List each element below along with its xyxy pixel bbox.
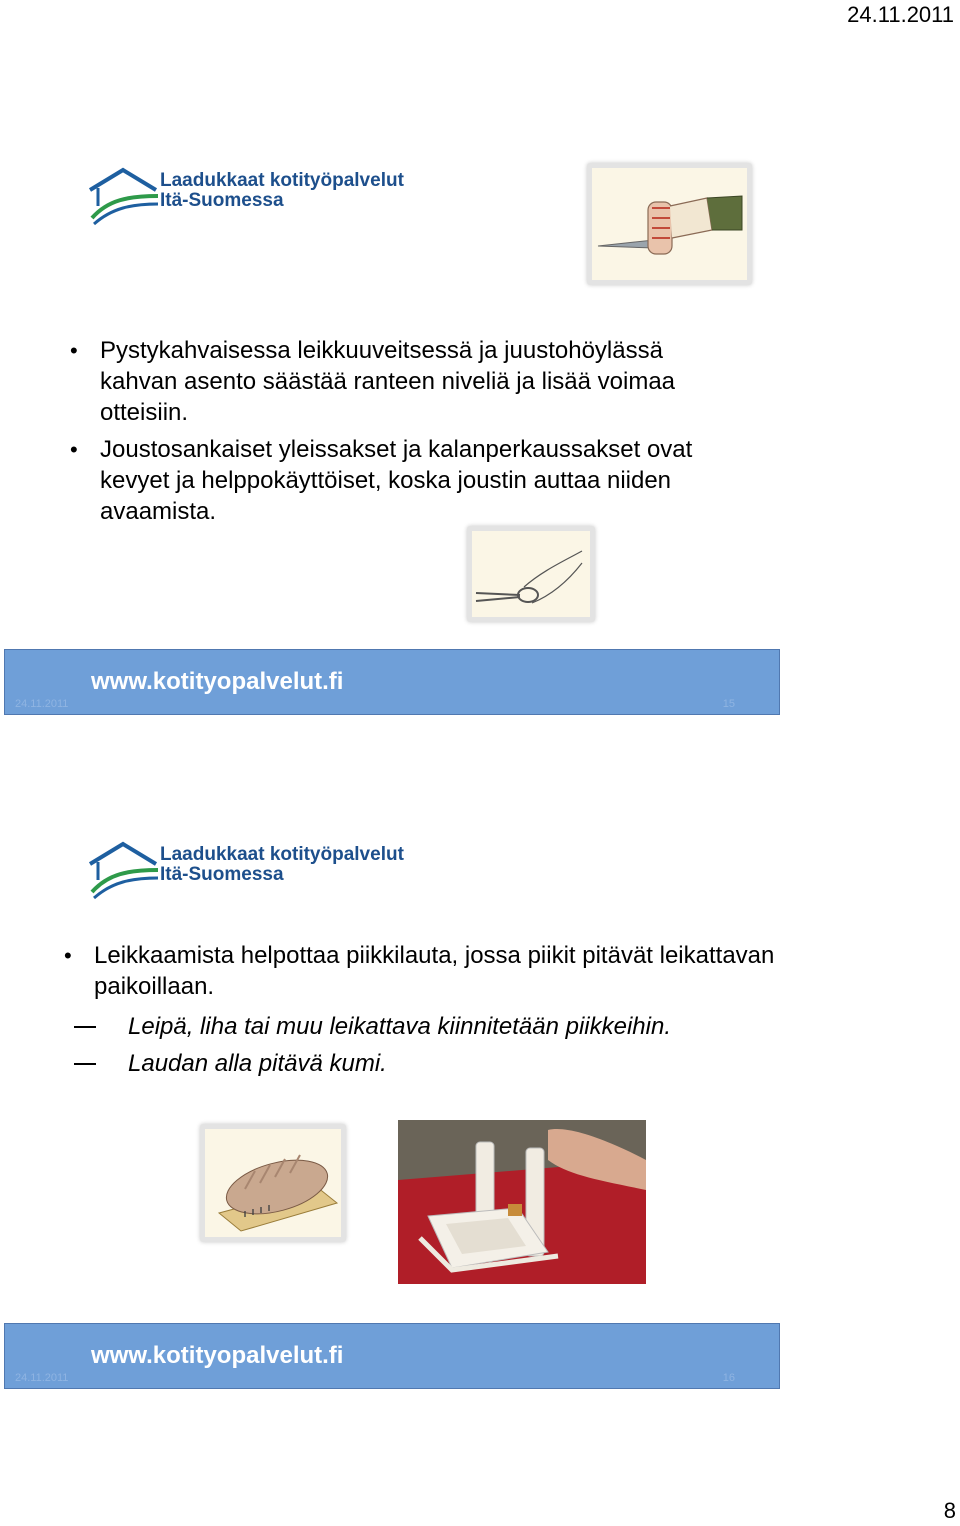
logo-line2: Itä-Suomessa [160, 190, 284, 211]
spike-board-photo [398, 1120, 646, 1284]
scissors-illustration [467, 526, 595, 622]
logo [88, 840, 448, 910]
header-date: 24.11.2011 [847, 2, 954, 27]
knife-icon [592, 168, 747, 280]
bullet-item: • Pystykahvaisessa leikkuuveitsessä ja juustohöylässä kahvan asento säästää ranteen niveliä ja lisää voimaa otteisiin. [70, 335, 730, 428]
sub-item: Laudan alla pitävä kumi. [64, 1045, 784, 1082]
knife-grip-illustration [587, 163, 752, 285]
slide-number: 16 [722, 1372, 735, 1384]
logo-line2: Itä-Suomessa [160, 864, 284, 885]
footer-bar [4, 1323, 780, 1389]
bullet-item: • Leikkaamista helpottaa piikkilauta, jossa piikit pitävät leikattavan paikoillaan. [64, 940, 784, 1002]
logo-line1: Laadukkaat kotityöpalvelut [160, 844, 404, 865]
house-logo-icon [88, 840, 158, 902]
scissors-icon [472, 531, 590, 617]
spike-board-icon [398, 1120, 646, 1284]
bread-board-illustration [200, 1124, 346, 1242]
page-number: 8 [943, 1498, 956, 1523]
bullet-item: • Joustosankaiset yleissakset ja kalanperkaussakset ovat kevyet ja helppokäyttöiset, koska joustin auttaa niiden avaamista. [70, 434, 730, 527]
slide-16-content [64, 940, 784, 1082]
footer-date: 24.11.2011 [15, 698, 69, 710]
sub-item: Leipä, liha tai muu leikattava kiinnitetään piikkeihin. [64, 1008, 784, 1045]
footer-url[interactable]: www.kotityopalvelut.fi [91, 1342, 344, 1369]
footer-bar [4, 649, 780, 715]
bread-icon [205, 1129, 341, 1237]
slide-15-content [70, 335, 730, 527]
footer-url[interactable]: www.kotityopalvelut.fi [91, 668, 344, 695]
slide-number: 15 [722, 698, 735, 710]
bullet-list [70, 335, 730, 527]
logo [88, 166, 448, 236]
footer-date: 24.11.2011 [15, 1372, 69, 1384]
bullet-list [64, 940, 784, 1002]
house-logo-icon [88, 166, 158, 228]
logo-line1: Laadukkaat kotityöpalvelut [160, 170, 404, 191]
sub-list [64, 1008, 784, 1082]
